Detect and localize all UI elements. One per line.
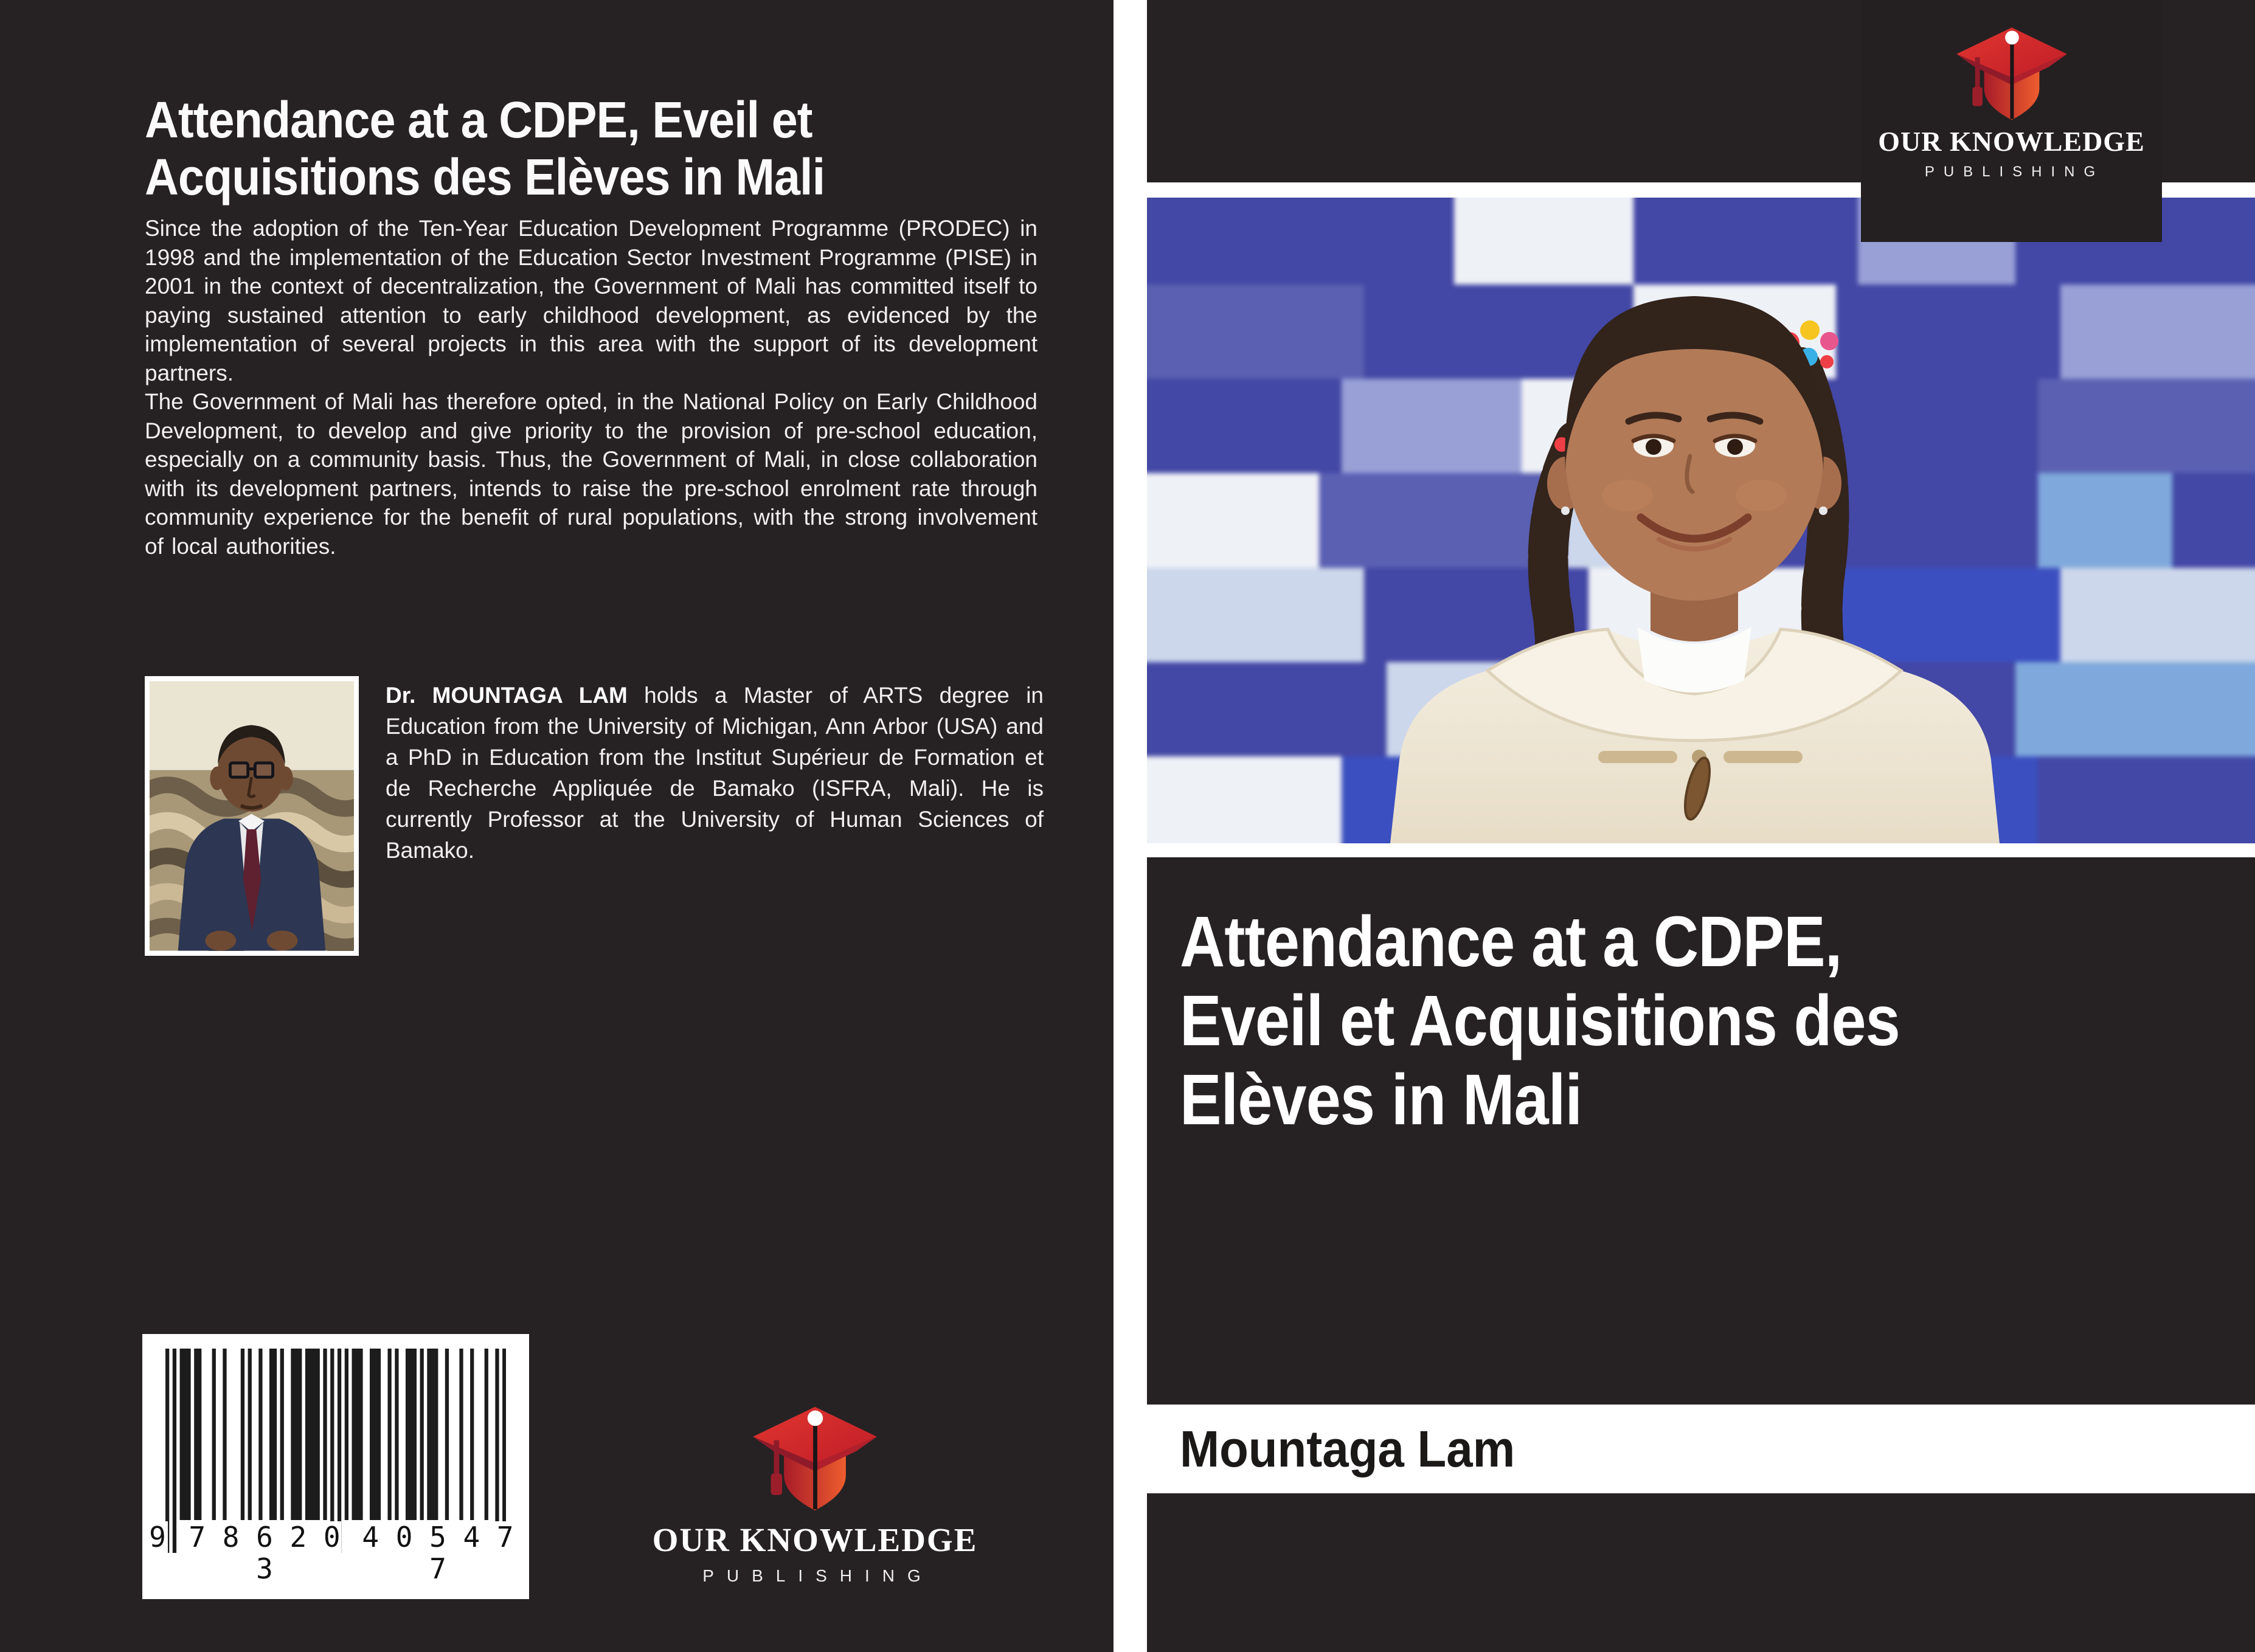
front-title-line-3: Elèves in Mali	[1180, 1060, 1582, 1140]
author-name-band	[1147, 1405, 2255, 1493]
back-cover-title	[145, 91, 984, 206]
graduation-cap-pen-icon	[1951, 24, 2073, 125]
girl-photo-illustration	[1147, 198, 2255, 843]
barcode-bars-wrap	[147, 1349, 524, 1585]
publisher-tagline: PUBLISHING	[702, 1566, 934, 1585]
cover-photo	[1147, 198, 2255, 843]
author-bio-body: holds a Master of ARTS degree in Education from the University of Michigan, Ann Arbor (USA) and a PhD in Education from the Institut Supérieur de Formation et de Recherche Appliquée de Bamako (ISFRA, Mali). He is currently Professor at the University of Human Sciences of Bamako.	[386, 683, 1044, 863]
blurb-paragraph-1: Since the adoption of the Ten-Year Education Development Programme (PRODEC) in 1998 and the implementation of the Education Sector Investment Programme (PISE) in 2001 in the context of decentralization, the Government of Mali has committed itself to paying sustained attention to early childhood development, as evidenced by the implementation of several projects in this area with the support of its development partners.	[145, 216, 1037, 385]
front-cover	[1147, 0, 2255, 1652]
author-bio-section	[145, 676, 1044, 956]
graduation-cap-pen-icon	[747, 1403, 883, 1516]
publisher-tagline: PUBLISHING	[1924, 164, 2105, 180]
girl-sweater	[1390, 627, 2000, 843]
back-title-line-2: Acquisitions des Elèves in Mali	[145, 148, 825, 206]
isbn-digit-group: 7 8 6 2 0 3	[189, 1521, 341, 1585]
front-title-block	[1147, 857, 2255, 1405]
author-name: Mountaga Lam	[1180, 1420, 1515, 1477]
author-bio-name: Dr. MOUNTAGA LAM	[386, 683, 628, 708]
publisher-logo-front	[1861, 0, 2162, 242]
spine-gap	[1114, 0, 1147, 1652]
girl-head	[1547, 296, 1841, 641]
isbn-barcode	[142, 1334, 529, 1599]
blurb-paragraph-2: The Government of Mali has therefore opted, in the National Policy on Early Childhood Development, to develop and give priority to the provision of pre-school education, especially on a community basis. Thus, the Government of Mali, in close collaboration with its development partners, intends to raise the pre-school enrolment rate through community experience for the benefit of rural populations, with the strong involvement of local authorities.	[145, 389, 1037, 559]
back-cover	[0, 0, 1114, 1652]
isbn-digit-group: 4 0 5 4 7 7	[362, 1521, 514, 1585]
girl	[1390, 296, 2000, 843]
publisher-logo-back	[626, 1403, 1003, 1586]
front-title-line-2: Eveil et Acquisitions des	[1180, 981, 1900, 1061]
front-title-line-1: Attendance at a CDPE,	[1180, 902, 1842, 982]
author-photo	[145, 676, 359, 956]
front-bottom-block	[1147, 1493, 2255, 1652]
author-bio-text	[386, 680, 1044, 956]
barcode-digits	[147, 1521, 524, 1585]
back-title-line-1: Attendance at a CDPE, Eveil et	[145, 91, 812, 148]
back-cover-blurb	[145, 214, 1037, 561]
publisher-name: OUR KNOWLEDGE	[652, 1521, 978, 1558]
front-cover-title	[1180, 902, 2255, 1139]
author-portrait-illustration	[150, 681, 354, 951]
publisher-name: OUR KNOWLEDGE	[1878, 126, 2145, 157]
isbn-digit-group: 9	[147, 1521, 168, 1585]
